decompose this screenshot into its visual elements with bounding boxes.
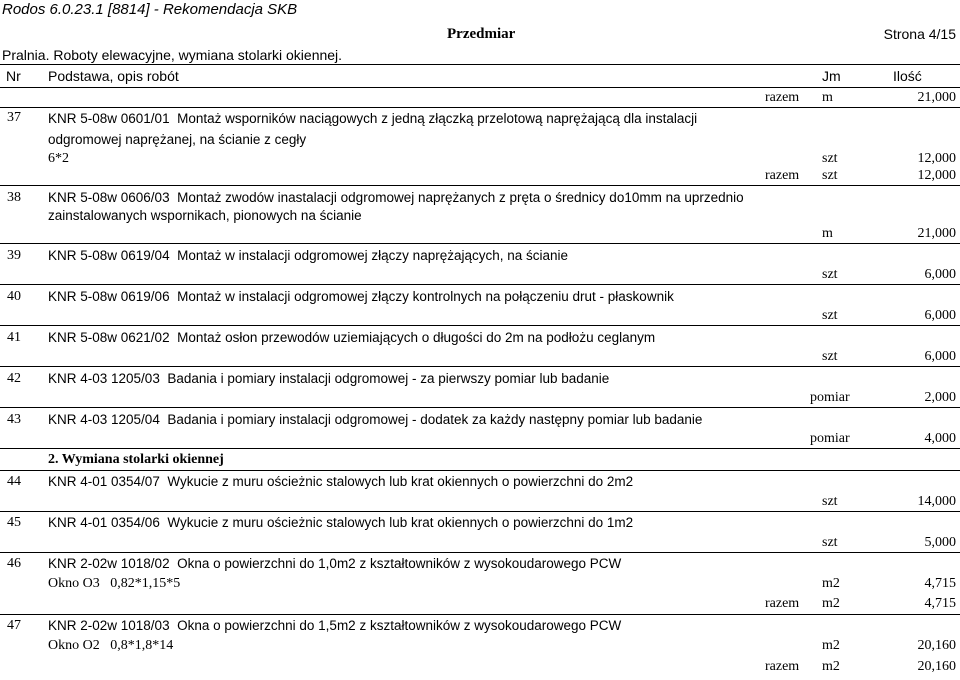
calc-expression: Okno O3 0,82*1,15*5: [48, 576, 181, 591]
item-jm: szt: [822, 267, 838, 282]
item-qty: 6,000: [924, 349, 956, 364]
item-jm: m: [822, 226, 833, 241]
item-jm: pomiar: [810, 390, 850, 405]
item-description: [48, 617, 788, 635]
item-desc-text: Wykucie z muru ościeżnic stalowych lub krat okiennych o powierzchni do 1m2: [167, 515, 634, 530]
col-desc-header: Podstawa, opis robót: [48, 68, 179, 84]
item-desc-text: Okna o powierzchni do 1,5m2 z kształtowników z wysokoudarowego PCW: [177, 618, 622, 633]
item-desc-text: Montaż w instalacji odgromowej złączy naprężających, na ścianie: [177, 248, 569, 263]
item-nr: 43: [7, 412, 21, 427]
app-title: Rodos 6.0.23.1 [8814] - Rekomendacja SKB: [2, 1, 298, 18]
item-code: KNR 5-08w 0619/04: [48, 248, 170, 263]
item-description: [48, 514, 788, 532]
total-jm: szt: [822, 168, 838, 183]
col-nr-header: Nr: [6, 68, 21, 84]
item-jm: pomiar: [810, 431, 850, 446]
header-rule-top: [0, 64, 960, 65]
item-description: [48, 555, 788, 573]
document-title: Przedmiar: [447, 26, 516, 42]
item-description: [48, 189, 748, 225]
item-code: KNR 2-02w 1018/02: [48, 556, 170, 571]
section-heading: 2. Wymiana stolarki okiennej: [48, 452, 224, 467]
item-code: KNR 4-01 0354/06: [48, 515, 160, 530]
total-label: razem: [765, 659, 800, 674]
calc-expression: Okno O2 0,8*1,8*14: [48, 638, 174, 653]
row-divider: [0, 511, 960, 512]
item-qty: 5,000: [924, 535, 956, 550]
item-code: KNR 5-08w 0606/03: [48, 190, 170, 205]
item-desc-text: Montaż zwodów inastalacji odgromowej naprężanych z pręta o średnicy do10mm na uprzednio zainstalowanych wspornikach, pionowych na ścianie: [48, 190, 744, 223]
item-nr: 39: [7, 248, 21, 263]
item-description: [48, 288, 768, 306]
item-desc-text: Montaż wsporników naciągowych z jedną złączką przelotową naprężającą dla instalacji odgromowej naprężanej, na ścianie z cegły: [48, 111, 698, 147]
row-divider: [0, 185, 960, 186]
calc-qty: 20,160: [917, 638, 956, 653]
item-desc-text: Okna o powierzchni do 1,0m2 z kształtowników z wysokoudarowego PCW: [177, 556, 622, 571]
header-rule-bottom: [0, 87, 960, 88]
total-jm: m2: [822, 659, 840, 674]
calc-jm: szt: [822, 151, 838, 166]
calc-qty: 12,000: [917, 151, 956, 166]
item-nr: 37: [7, 110, 21, 125]
item-qty: 6,000: [924, 308, 956, 323]
item-desc-text: Wykucie z muru ościeżnic stalowych lub krat okiennych o powierzchni do 2m2: [167, 474, 634, 489]
item-description: [48, 329, 768, 347]
item-description: [48, 370, 768, 388]
item-jm: szt: [822, 349, 838, 364]
item-nr: 40: [7, 289, 21, 304]
calc-jm: m2: [822, 576, 840, 591]
total-label: razem: [765, 168, 800, 183]
total-qty: 4,715: [924, 596, 956, 611]
row-divider: [0, 614, 960, 615]
item-desc-text: Montaż w instalacji odgromowej złączy kontrolnych na połączeniu drut - płaskownik: [177, 289, 674, 304]
item-code: KNR 5-08w 0601/01: [48, 111, 170, 126]
item-code: KNR 4-03 1205/04: [48, 412, 160, 427]
row-divider: [0, 243, 960, 244]
item-jm: szt: [822, 494, 838, 509]
item-desc-text: Badania i pomiary instalacji odgromowej - dodatek za każdy następny pomiar lub badanie: [167, 412, 703, 427]
page-number: Strona 4/15: [883, 26, 956, 42]
calc-expression: 6*2: [48, 151, 69, 166]
item-nr: 47: [7, 618, 21, 633]
item-desc-text: Badania i pomiary instalacji odgromowej - za pierwszy pomiar lub badanie: [167, 371, 610, 386]
col-qty-header: Ilość: [893, 68, 922, 84]
item-description: [48, 473, 788, 491]
row-divider: [0, 366, 960, 367]
item-description: [48, 247, 768, 265]
total-jm: m: [822, 90, 833, 105]
row-divider: [0, 325, 960, 326]
total-qty: 20,160: [917, 659, 956, 674]
item-nr: 44: [7, 474, 21, 489]
item-code: KNR 4-01 0354/07: [48, 474, 160, 489]
item-desc-text: Montaż osłon przewodów uziemiających o długości do 2m na podłożu ceglanym: [177, 330, 656, 345]
calc-jm: m2: [822, 638, 840, 653]
calc-qty: 4,715: [924, 576, 956, 591]
item-qty: 2,000: [924, 390, 956, 405]
item-qty: 21,000: [917, 226, 956, 241]
row-divider: [0, 552, 960, 553]
row-divider: [0, 284, 960, 285]
total-label: razem: [765, 90, 800, 105]
total-qty: 12,000: [917, 168, 956, 183]
total-jm: m2: [822, 596, 840, 611]
document-subtitle: Pralnia. Roboty elewacyjne, wymiana stolarki okiennej.: [2, 47, 343, 63]
item-nr: 46: [7, 556, 21, 571]
col-jm-header: Jm: [822, 68, 841, 84]
item-description: [48, 411, 788, 429]
item-nr: 41: [7, 330, 21, 345]
total-label: razem: [765, 596, 800, 611]
row-divider: [0, 448, 960, 449]
item-qty: 4,000: [924, 431, 956, 446]
item-jm: szt: [822, 535, 838, 550]
item-code: KNR 2-02w 1018/03: [48, 618, 170, 633]
row-divider: [0, 407, 960, 408]
item-nr: 38: [7, 190, 21, 205]
item-nr: 42: [7, 371, 21, 386]
item-qty: 6,000: [924, 267, 956, 282]
item-code: KNR 4-03 1205/03: [48, 371, 160, 386]
item-code: KNR 5-08w 0619/06: [48, 289, 170, 304]
item-qty: 14,000: [917, 494, 956, 509]
total-qty: 21,000: [917, 90, 956, 105]
item-jm: szt: [822, 308, 838, 323]
item-code: KNR 5-08w 0621/02: [48, 330, 170, 345]
item-nr: 45: [7, 515, 21, 530]
row-divider: [0, 470, 960, 471]
item-description: [48, 108, 768, 150]
